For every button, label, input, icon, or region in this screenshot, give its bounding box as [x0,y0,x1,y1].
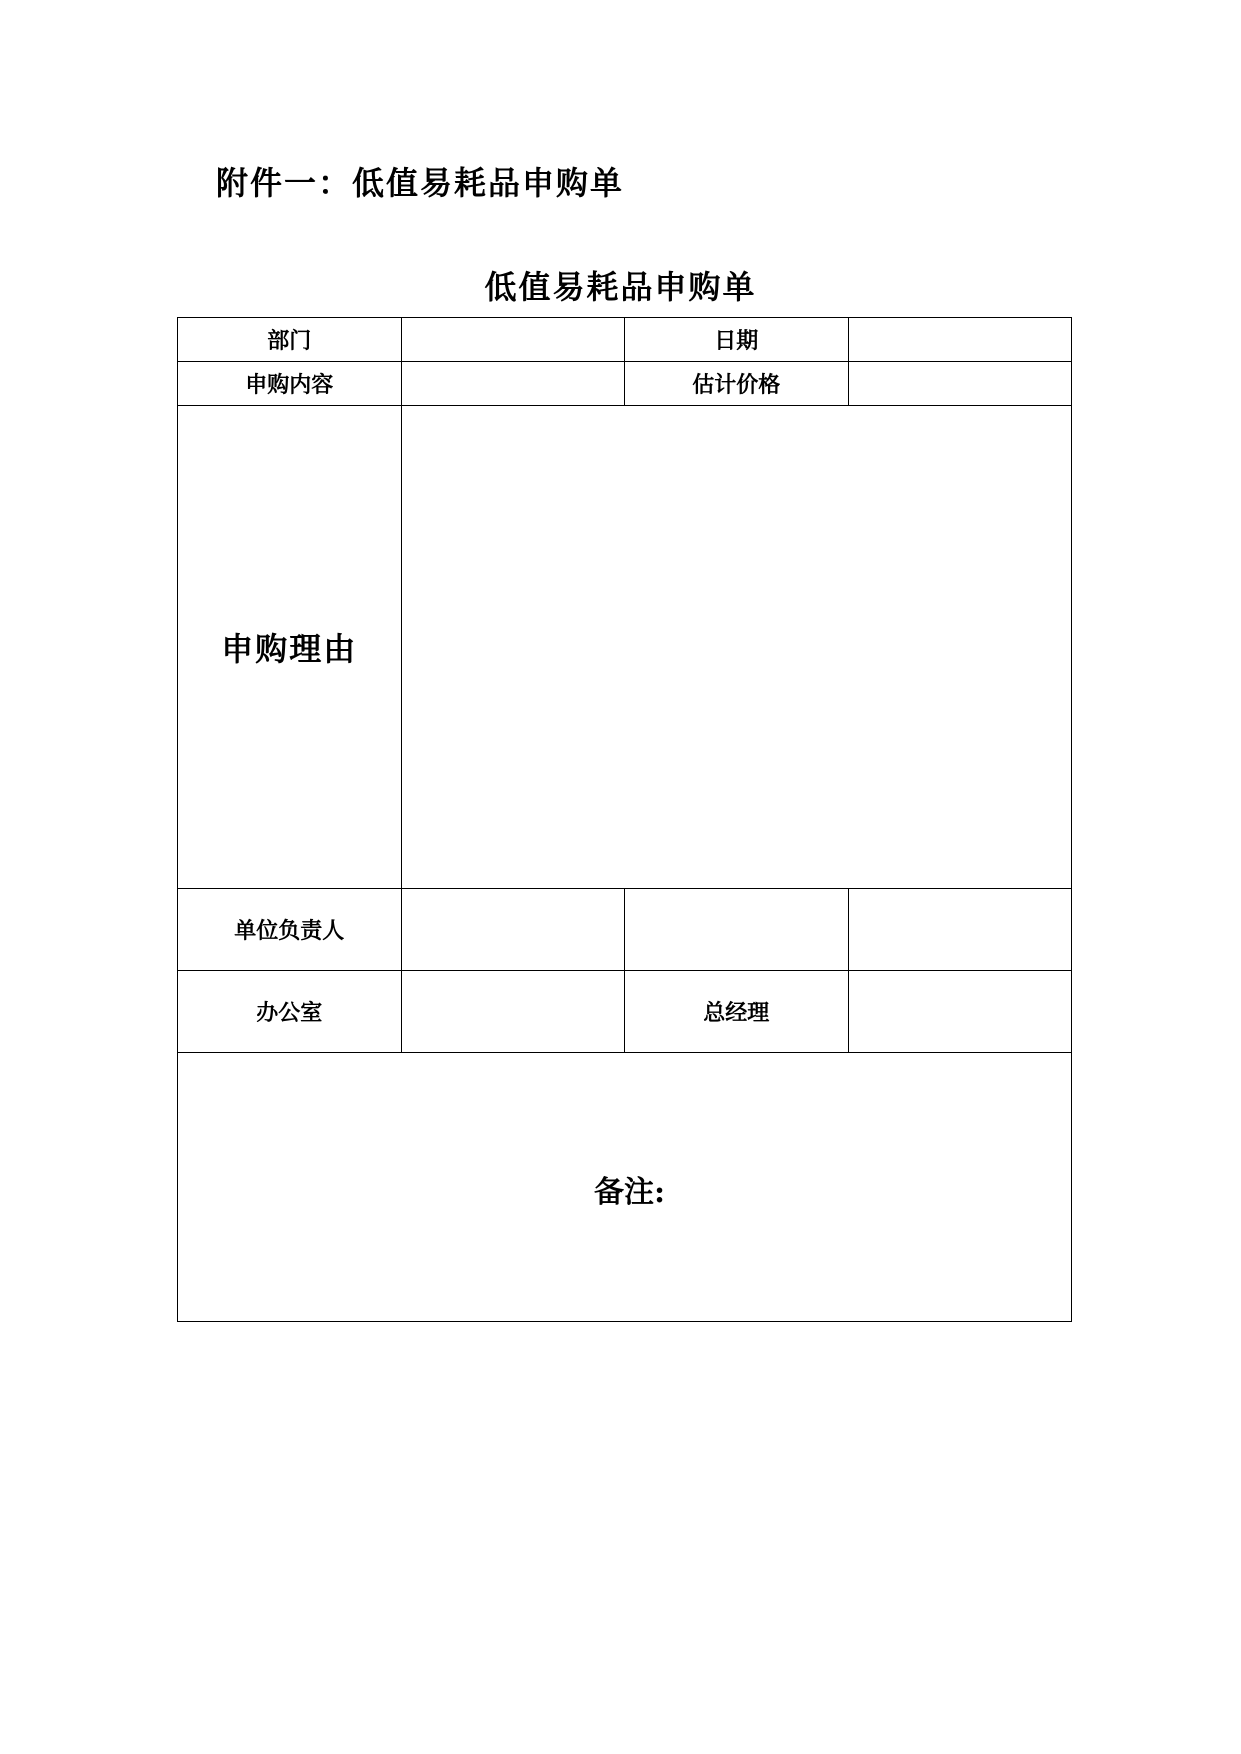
form-row-content-price [178,362,1072,406]
office-field[interactable] [401,971,625,1053]
attachment-heading: 附件一：低值易耗品申购单 [216,164,625,202]
department-label: 部门 [178,318,402,362]
purchase-content-label: 申购内容 [178,362,402,406]
notes-field[interactable] [178,1053,1072,1322]
date-field[interactable] [848,318,1072,362]
general-manager-field[interactable] [848,971,1072,1053]
form-row-reason [178,406,1072,889]
form-row-notes [178,1053,1072,1322]
unit-leader-field[interactable] [401,889,625,971]
purchase-content-field[interactable] [401,362,625,406]
unit-leader-extra-field-1[interactable] [625,889,849,971]
form-row-unit-leader [178,889,1072,971]
purchase-reason-label [178,406,402,889]
notes-label: 备注: [593,1175,666,1210]
unit-leader-extra-field-2[interactable] [848,889,1072,971]
purchase-reason-label-text: 申购理由 [221,630,358,668]
form-row-office-gm [178,971,1072,1053]
purchase-request-form [177,317,1072,1322]
office-label: 办公室 [178,971,402,1053]
estimated-price-label: 估计价格 [625,362,849,406]
form-title: 低值易耗品申购单 [484,268,757,306]
purchase-reason-field[interactable] [401,406,1072,889]
general-manager-label: 总经理 [625,971,849,1053]
department-field[interactable] [401,318,625,362]
unit-leader-label: 单位负责人 [178,889,402,971]
date-label: 日期 [625,318,849,362]
form-row-department-date [178,318,1072,362]
estimated-price-field[interactable] [848,362,1072,406]
